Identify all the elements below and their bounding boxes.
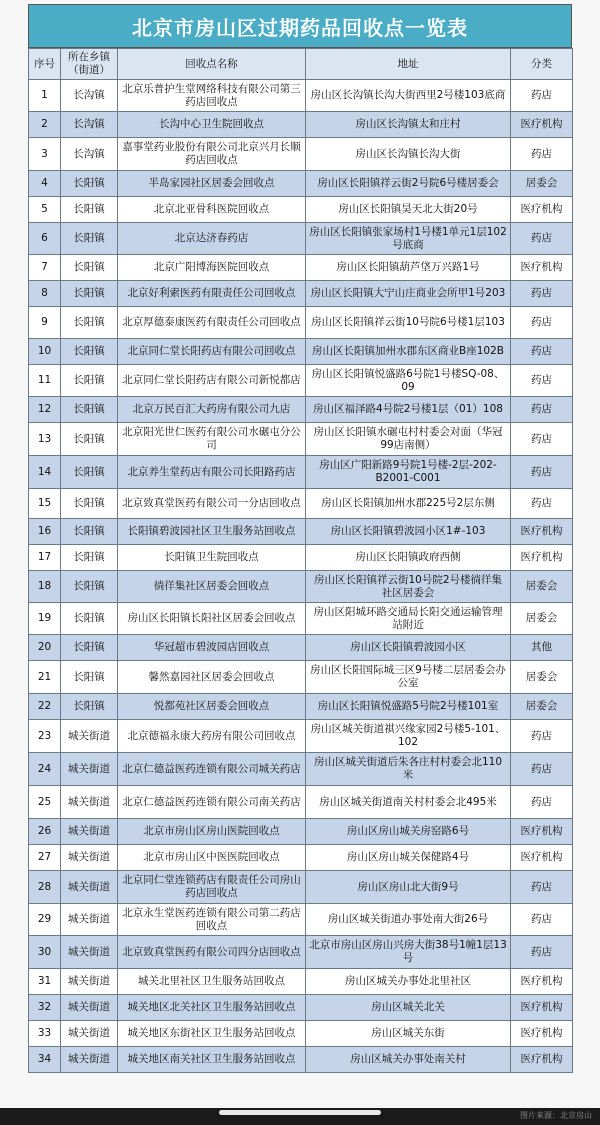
cell-category: 药店 [511, 397, 573, 423]
cell-category: 医疗机构 [511, 545, 573, 571]
cell-index: 18 [29, 571, 61, 603]
cell-site-name: 悦都苑社区居委会回收点 [118, 694, 306, 720]
table-row [29, 661, 573, 694]
cell-township: 长沟镇 [61, 112, 118, 138]
cell-index: 26 [29, 819, 61, 845]
cell-address: 房山区广阳新路9号院1号楼-2层-202-B2001-C001 [306, 456, 511, 489]
cell-township: 长阳镇 [61, 197, 118, 223]
cell-category: 居委会 [511, 661, 573, 694]
home-indicator[interactable] [219, 1110, 381, 1115]
cell-index: 23 [29, 720, 61, 753]
cell-township: 长沟镇 [61, 80, 118, 112]
cell-category: 医疗机构 [511, 255, 573, 281]
cell-address: 房山区城关北关 [306, 995, 511, 1021]
table-row [29, 519, 573, 545]
header-row [29, 49, 573, 80]
table-row [29, 635, 573, 661]
cell-township: 城关街道 [61, 969, 118, 995]
table-row [29, 1021, 573, 1047]
cell-index: 6 [29, 223, 61, 255]
cell-index: 29 [29, 904, 61, 936]
cell-township: 长阳镇 [61, 519, 118, 545]
cell-category: 医疗机构 [511, 519, 573, 545]
table-row [29, 819, 573, 845]
cell-address: 房山区长阳镇加州水郡东区商业B座102B [306, 339, 511, 365]
table-row [29, 456, 573, 489]
cell-index: 13 [29, 423, 61, 456]
recycling-table [28, 48, 573, 1073]
cell-category: 医疗机构 [511, 845, 573, 871]
cell-category: 医疗机构 [511, 197, 573, 223]
cell-site-name: 北京市房山区房山医院回收点 [118, 819, 306, 845]
cell-address: 房山区长阳镇碧波园小区1#-103 [306, 519, 511, 545]
cell-township: 城关街道 [61, 1021, 118, 1047]
cell-address: 房山区长阳镇加州水郡225号2层东侧 [306, 489, 511, 519]
cell-category: 药店 [511, 339, 573, 365]
cell-index: 17 [29, 545, 61, 571]
table-row [29, 307, 573, 339]
cell-township: 城关街道 [61, 720, 118, 753]
cell-index: 5 [29, 197, 61, 223]
cell-index: 2 [29, 112, 61, 138]
watermark: 图片来源：北京房山 [520, 1111, 592, 1120]
cell-address: 房山区长阳镇碧波园小区 [306, 635, 511, 661]
header-township: 所在乡镇 （街道） [61, 49, 118, 80]
cell-index: 11 [29, 365, 61, 397]
header-category: 分类 [511, 49, 573, 80]
cell-site-name: 北京广阳博海医院回收点 [118, 255, 306, 281]
table-row [29, 871, 573, 904]
cell-index: 31 [29, 969, 61, 995]
cell-category: 药店 [511, 307, 573, 339]
table-row [29, 223, 573, 255]
cell-category: 药店 [511, 904, 573, 936]
table-row [29, 845, 573, 871]
cell-township: 城关街道 [61, 936, 118, 969]
cell-category: 药店 [511, 456, 573, 489]
cell-address: 房山区长沟镇太和庄村 [306, 112, 511, 138]
cell-address: 房山区长阳镇祥云街2号院6号楼居委会 [306, 171, 511, 197]
table-row [29, 1047, 573, 1073]
cell-site-name: 半岛家园社区居委会回收点 [118, 171, 306, 197]
cell-index: 28 [29, 871, 61, 904]
recycling-sheet [28, 4, 572, 1073]
cell-address: 房山区城关街道祺兴缘家园2号楼5-101、102 [306, 720, 511, 753]
cell-site-name: 北京阳光世仁医药有限公司水碾屯分公司 [118, 423, 306, 456]
cell-site-name: 华冠超市碧波园店回收点 [118, 635, 306, 661]
cell-address: 房山区福泽路4号院2号楼1层（01）108 [306, 397, 511, 423]
sheet-title: 北京市房山区过期药品回收点一览表 [28, 4, 572, 48]
cell-site-name: 城关地区东街社区卫生服务站回收点 [118, 1021, 306, 1047]
cell-index: 10 [29, 339, 61, 365]
cell-category: 医疗机构 [511, 819, 573, 845]
cell-category: 药店 [511, 80, 573, 112]
cell-township: 长阳镇 [61, 397, 118, 423]
cell-address: 房山区房山北大街9号 [306, 871, 511, 904]
table-row [29, 720, 573, 753]
cell-township: 长阳镇 [61, 456, 118, 489]
cell-site-name: 长阳镇碧波园社区卫生服务站回收点 [118, 519, 306, 545]
cell-site-name: 北京致真堂医药有限公司四分店回收点 [118, 936, 306, 969]
cell-township: 城关街道 [61, 786, 118, 819]
table-row [29, 138, 573, 171]
table-row [29, 936, 573, 969]
cell-site-name: 北京北亚骨科医院回收点 [118, 197, 306, 223]
cell-address: 房山区长阳镇水碾屯村村委会对面（华冠99店南侧） [306, 423, 511, 456]
cell-township: 长阳镇 [61, 339, 118, 365]
cell-address: 房山区长阳镇葫芦垡万兴路1号 [306, 255, 511, 281]
cell-address: 房山区阳城环路交通局长阳交通运输管理站附近 [306, 603, 511, 635]
table-row [29, 603, 573, 635]
cell-township: 城关街道 [61, 819, 118, 845]
cell-index: 9 [29, 307, 61, 339]
table-body [29, 80, 573, 1073]
cell-site-name: 北京好利索医药有限责任公司回收点 [118, 281, 306, 307]
header-site-name: 回收点名称 [118, 49, 306, 80]
cell-index: 22 [29, 694, 61, 720]
cell-site-name: 嘉事堂药业股份有限公司北京兴月长顺药店回收点 [118, 138, 306, 171]
cell-category: 居委会 [511, 694, 573, 720]
cell-address: 房山区城关街道办事处南大街26号 [306, 904, 511, 936]
table-row [29, 423, 573, 456]
header-index: 序号 [29, 49, 61, 80]
cell-township: 长阳镇 [61, 635, 118, 661]
cell-address: 房山区长阳镇大宁山庄商业会所甲1号203 [306, 281, 511, 307]
cell-address: 房山区城关办事处北里社区 [306, 969, 511, 995]
cell-category: 药店 [511, 871, 573, 904]
cell-address: 房山区长阳国际城三区9号楼二层居委会办公室 [306, 661, 511, 694]
cell-address: 房山区房山城关房窑路6号 [306, 819, 511, 845]
cell-township: 长阳镇 [61, 365, 118, 397]
table-row [29, 753, 573, 786]
cell-site-name: 北京养生堂药店有限公司长阳路药店 [118, 456, 306, 489]
cell-category: 药店 [511, 423, 573, 456]
cell-site-name: 北京同仁堂长阳药店有限公司新悦都店 [118, 365, 306, 397]
cell-index: 8 [29, 281, 61, 307]
cell-category: 药店 [511, 365, 573, 397]
cell-site-name: 房山区长阳镇长阳社区居委会回收点 [118, 603, 306, 635]
cell-index: 27 [29, 845, 61, 871]
cell-site-name: 北京同仁堂长阳药店有限公司回收点 [118, 339, 306, 365]
table-row [29, 112, 573, 138]
cell-site-name: 北京万民百汇大药房有限公司九店 [118, 397, 306, 423]
table-row [29, 197, 573, 223]
cell-address: 房山区长阳镇张家场村1号楼1单元1层102号底商 [306, 223, 511, 255]
cell-category: 医疗机构 [511, 995, 573, 1021]
cell-address: 房山区房山城关保健路4号 [306, 845, 511, 871]
cell-index: 14 [29, 456, 61, 489]
cell-township: 城关街道 [61, 1047, 118, 1073]
cell-site-name: 馨然嘉园社区居委会回收点 [118, 661, 306, 694]
cell-index: 32 [29, 995, 61, 1021]
cell-site-name: 城关地区北关社区卫生服务站回收点 [118, 995, 306, 1021]
cell-index: 34 [29, 1047, 61, 1073]
table-row [29, 571, 573, 603]
cell-category: 其他 [511, 635, 573, 661]
cell-address: 房山区长阳镇昊天北大街20号 [306, 197, 511, 223]
cell-site-name: 长沟中心卫生院回收点 [118, 112, 306, 138]
cell-index: 24 [29, 753, 61, 786]
cell-index: 15 [29, 489, 61, 519]
table-row [29, 786, 573, 819]
cell-township: 长沟镇 [61, 138, 118, 171]
cell-township: 长阳镇 [61, 694, 118, 720]
cell-address: 北京市房山区房山兴房大街38号1幢1层13号 [306, 936, 511, 969]
cell-site-name: 北京乐普护生堂网络科技有限公司第三药店回收点 [118, 80, 306, 112]
cell-address: 房山区长阳镇祥云街10号院2号楼徜徉集社区居委会 [306, 571, 511, 603]
cell-township: 长阳镇 [61, 661, 118, 694]
cell-site-name: 北京达济春药店 [118, 223, 306, 255]
cell-category: 医疗机构 [511, 1047, 573, 1073]
cell-category: 居委会 [511, 171, 573, 197]
cell-index: 16 [29, 519, 61, 545]
table-row [29, 365, 573, 397]
cell-category: 药店 [511, 223, 573, 255]
cell-category: 药店 [511, 753, 573, 786]
cell-category: 药店 [511, 786, 573, 819]
cell-site-name: 长阳镇卫生院回收点 [118, 545, 306, 571]
cell-index: 3 [29, 138, 61, 171]
cell-index: 21 [29, 661, 61, 694]
cell-township: 长阳镇 [61, 281, 118, 307]
cell-township: 城关街道 [61, 995, 118, 1021]
cell-address: 房山区长沟镇长沟大街西里2号楼103底商 [306, 80, 511, 112]
cell-address: 房山区长阳镇悦盛路6号院1号楼SQ-08、09 [306, 365, 511, 397]
cell-category: 医疗机构 [511, 112, 573, 138]
table-row [29, 339, 573, 365]
table-row [29, 171, 573, 197]
header-address: 地址 [306, 49, 511, 80]
cell-category: 药店 [511, 720, 573, 753]
table-row [29, 969, 573, 995]
table-row [29, 397, 573, 423]
table-row [29, 489, 573, 519]
table-row [29, 80, 573, 112]
cell-index: 7 [29, 255, 61, 281]
cell-township: 城关街道 [61, 904, 118, 936]
cell-site-name: 城关北里社区卫生服务站回收点 [118, 969, 306, 995]
cell-index: 20 [29, 635, 61, 661]
table-row [29, 281, 573, 307]
cell-index: 25 [29, 786, 61, 819]
cell-category: 医疗机构 [511, 1021, 573, 1047]
cell-category: 药店 [511, 138, 573, 171]
cell-site-name: 徜徉集社区居委会回收点 [118, 571, 306, 603]
cell-site-name: 北京永生堂医药连锁有限公司第二药店回收点 [118, 904, 306, 936]
cell-category: 居委会 [511, 603, 573, 635]
table-row [29, 904, 573, 936]
cell-index: 19 [29, 603, 61, 635]
cell-index: 12 [29, 397, 61, 423]
table-row [29, 255, 573, 281]
cell-index: 4 [29, 171, 61, 197]
cell-township: 城关街道 [61, 845, 118, 871]
cell-address: 房山区长阳镇悦盛路5号院2号楼101室 [306, 694, 511, 720]
cell-site-name: 北京仁德益医药连锁有限公司南关药店 [118, 786, 306, 819]
cell-category: 药店 [511, 281, 573, 307]
cell-index: 30 [29, 936, 61, 969]
cell-address: 房山区城关街道后朱各庄村村委会北110米 [306, 753, 511, 786]
cell-township: 长阳镇 [61, 255, 118, 281]
cell-township: 长阳镇 [61, 571, 118, 603]
cell-township: 长阳镇 [61, 307, 118, 339]
cell-address: 房山区长阳镇政府西侧 [306, 545, 511, 571]
cell-index: 1 [29, 80, 61, 112]
cell-township: 长阳镇 [61, 603, 118, 635]
cell-township: 长阳镇 [61, 223, 118, 255]
cell-site-name: 北京厚德泰康医药有限责任公司回收点 [118, 307, 306, 339]
cell-category: 居委会 [511, 571, 573, 603]
cell-township: 长阳镇 [61, 423, 118, 456]
cell-township: 长阳镇 [61, 545, 118, 571]
table-row [29, 694, 573, 720]
cell-township: 长阳镇 [61, 171, 118, 197]
cell-site-name: 北京致真堂医药有限公司一分店回收点 [118, 489, 306, 519]
cell-township: 长阳镇 [61, 489, 118, 519]
cell-site-name: 北京同仁堂连锁药店有限责任公司房山药店回收点 [118, 871, 306, 904]
table-row [29, 545, 573, 571]
cell-address: 房山区城关东街 [306, 1021, 511, 1047]
cell-category: 医疗机构 [511, 969, 573, 995]
cell-category: 药店 [511, 936, 573, 969]
cell-site-name: 北京德福永康大药房有限公司回收点 [118, 720, 306, 753]
cell-township: 城关街道 [61, 871, 118, 904]
cell-category: 药店 [511, 489, 573, 519]
cell-address: 房山区城关办事处南关村 [306, 1047, 511, 1073]
cell-address: 房山区长沟镇长沟大街 [306, 138, 511, 171]
cell-site-name: 北京市房山区中医医院回收点 [118, 845, 306, 871]
cell-township: 城关街道 [61, 753, 118, 786]
cell-address: 房山区城关街道南关村村委会北495米 [306, 786, 511, 819]
cell-site-name: 城关地区南关社区卫生服务站回收点 [118, 1047, 306, 1073]
table-row [29, 995, 573, 1021]
cell-index: 33 [29, 1021, 61, 1047]
cell-site-name: 北京仁德益医药连锁有限公司城关药店 [118, 753, 306, 786]
cell-address: 房山区长阳镇祥云街10号院6号楼1层103 [306, 307, 511, 339]
